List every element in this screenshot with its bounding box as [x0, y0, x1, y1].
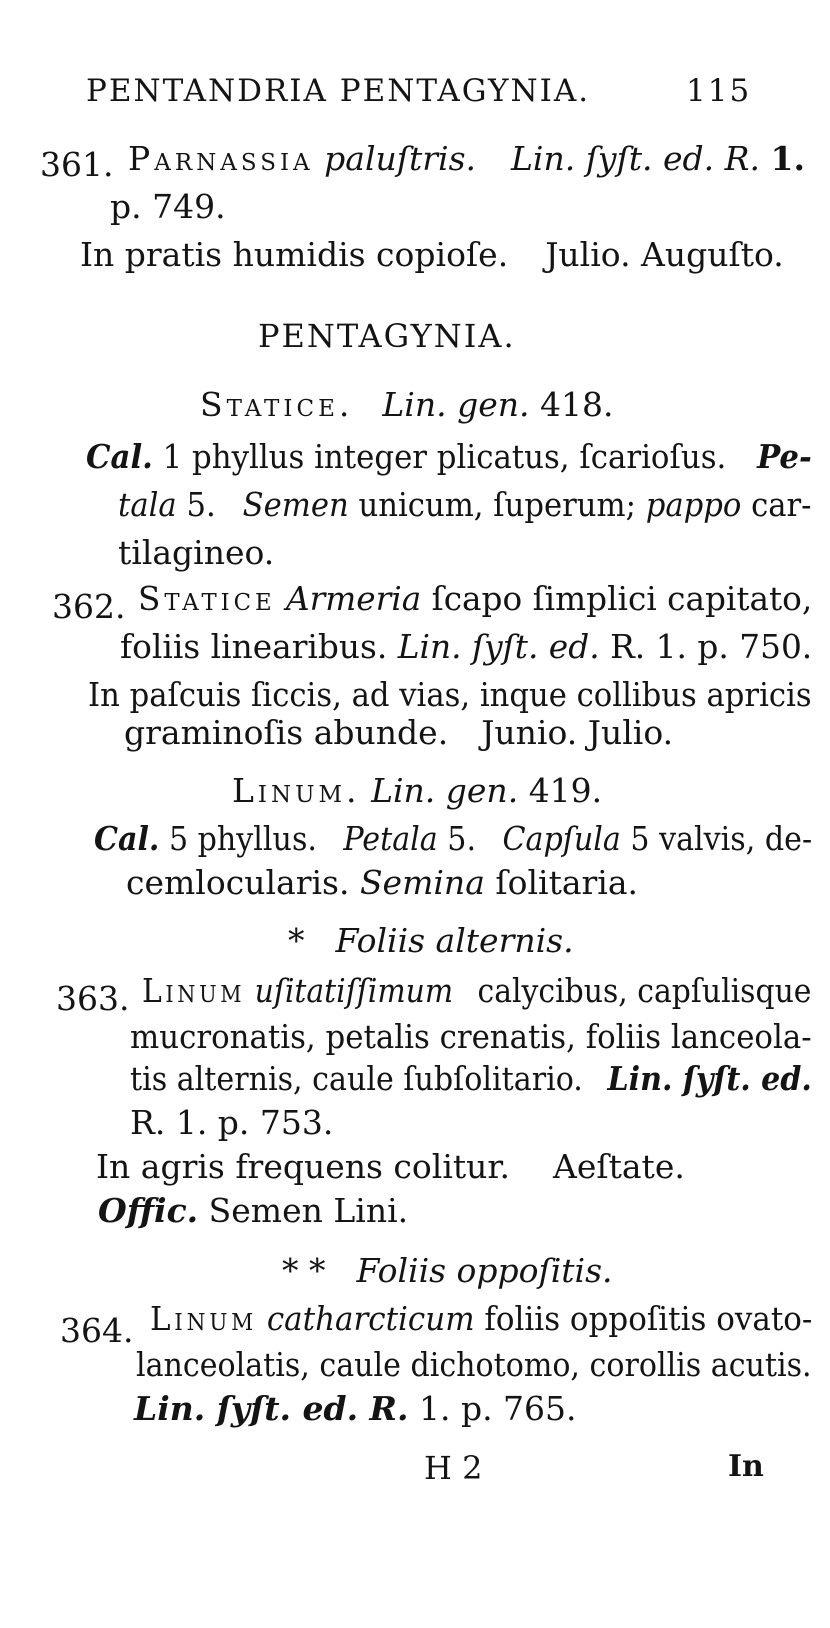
species-name: Armeria [286, 579, 422, 618]
reference-gen: gen. [445, 771, 519, 810]
entry-364-line-3 [134, 1389, 577, 1428]
habitat-text: In agris frequens colitur. [96, 1147, 511, 1186]
reference-number: 418. [539, 385, 614, 424]
flowering-time: Aeſtate. [553, 1147, 685, 1186]
reference: Lin. ſyſt. ed. R. [511, 139, 760, 178]
habitat-text: In pratis humidis copioſe. [80, 235, 509, 274]
subdivision-label: Foliis oppoſitis. [356, 1251, 613, 1290]
description-text: car- [751, 485, 812, 524]
asterisk-mark: * * [282, 1251, 326, 1290]
pappo-label: pappo [645, 485, 742, 524]
semina-label: Semina [359, 863, 485, 902]
reference-page: R. 1. p. 750. [610, 627, 813, 666]
capsula-label: Capſula [502, 819, 621, 858]
entry-number-362: 362. [52, 587, 126, 626]
diagnosis-text: tis alternis, caule ſubſolitario. [130, 1059, 583, 1098]
entry-361-line-2: p. 749. [110, 187, 226, 226]
running-head-title: PENTANDRIA PENTAGYNIA. [86, 73, 591, 109]
officinal-text: Semen Lini. [208, 1191, 409, 1230]
signature-mark: H 2 [424, 1449, 483, 1487]
petal-count: 5. [447, 819, 477, 858]
calyx-label: Cal. [94, 819, 160, 858]
reference-page: 1. p. 765. [418, 1389, 577, 1428]
genus-heading-name: Linum. [232, 771, 361, 810]
reference-volume: 1. [770, 139, 805, 178]
catchword: In [728, 1449, 764, 1484]
diagnosis-text: calycibus, capſulisque [477, 971, 812, 1010]
entry-363-line-6 [98, 1191, 409, 1230]
calyx-label: Cal. [86, 437, 153, 476]
petala-hyphenated: Pe- [757, 437, 812, 476]
entry-number-361: 361. [40, 145, 114, 184]
diagnosis-text: foliis oppoſitis ovato- [484, 1299, 813, 1338]
reference: Lin. ſyſt. ed. [397, 627, 600, 666]
petala-label: Petala [343, 819, 438, 858]
asterisk-mark: * [288, 921, 305, 960]
entry-363-line-1 [142, 971, 812, 1010]
reference-number: 419. [528, 771, 603, 810]
subdivision-label: Foliis alternis. [335, 921, 574, 960]
entry-364-line-2: lanceolatis, caule dichotomo, corollis acutis. [136, 1345, 812, 1384]
genus-heading-linum [232, 771, 603, 810]
linum-description-line-2 [126, 863, 638, 902]
entry-361-line-1 [128, 139, 805, 178]
description-text: unicum, ſuperum; [358, 485, 636, 524]
entry-362-line-1 [138, 579, 813, 618]
entry-361-line-3 [80, 235, 784, 274]
habitat-text: graminoſis abunde. [124, 713, 449, 752]
entry-363-line-4: R. 1. p. 753. [130, 1103, 334, 1142]
semen-label: Semen [242, 485, 349, 524]
statice-description-line-2 [118, 485, 812, 524]
entry-number-364: 364. [60, 1311, 134, 1350]
entry-362-line-2 [120, 627, 813, 666]
genus-name: Parnassia [128, 139, 314, 178]
diagnosis-text: foliis linearibus. [120, 627, 388, 666]
description-text: cemlocularis. [126, 863, 350, 902]
description-text: 5 phyllus. [168, 819, 317, 858]
subdivision-opposite-leaves [282, 1251, 613, 1290]
linum-description-line-1 [94, 819, 813, 858]
description-text: 5 valvis, de- [630, 819, 813, 858]
genus-heading-statice [200, 385, 614, 424]
flowering-time: Julio. Auguſto. [545, 235, 784, 274]
petal-count: 5. [186, 485, 216, 524]
species-name: uſitatiſſimum [254, 971, 454, 1010]
reference-lin: Lin. [371, 771, 436, 810]
flowering-time: Junio. Julio. [481, 713, 674, 752]
species-name: paluſtris. [324, 139, 477, 178]
reference: Lin. ſyſt. ed. [607, 1059, 812, 1098]
statice-description-line-1 [86, 437, 812, 476]
description-text: ſolitaria. [495, 863, 638, 902]
genus-heading-name: Statice. [200, 385, 354, 424]
section-heading: PENTAGYNIA. [258, 317, 516, 355]
reference-gen: gen. [457, 385, 530, 424]
subdivision-alternate-leaves [288, 921, 574, 960]
description-text: 1 phyllus integer plicatus, ſcarioſus. [162, 437, 727, 476]
genus-name: Statice [138, 579, 276, 618]
reference: Lin. ſyſt. ed. R. [134, 1389, 409, 1428]
petala-tail: tala [118, 485, 177, 524]
genus-name: Linum [150, 1299, 257, 1338]
entry-number-363: 363. [56, 979, 130, 1018]
diagnosis-text: ſcapo ſimplici capitato, [431, 579, 813, 618]
entry-363-line-2: mucronatis, petalis crenatis, foliis lanceola- [130, 1017, 812, 1056]
entry-363-line-3 [130, 1059, 812, 1098]
genus-name: Linum [142, 971, 246, 1010]
species-name: catharcticum [266, 1299, 475, 1338]
statice-description-line-3: tilagineo. [118, 533, 275, 572]
entry-363-line-5 [96, 1147, 685, 1186]
entry-364-line-1 [150, 1299, 813, 1338]
officinal-label: Offic. [98, 1191, 199, 1230]
entry-362-line-4 [124, 713, 674, 752]
page-number: 115 [686, 73, 752, 109]
reference-lin: Lin. [382, 385, 447, 424]
entry-362-line-3: In paſcuis ſiccis, ad vias, inque collibus apricis [88, 675, 812, 714]
